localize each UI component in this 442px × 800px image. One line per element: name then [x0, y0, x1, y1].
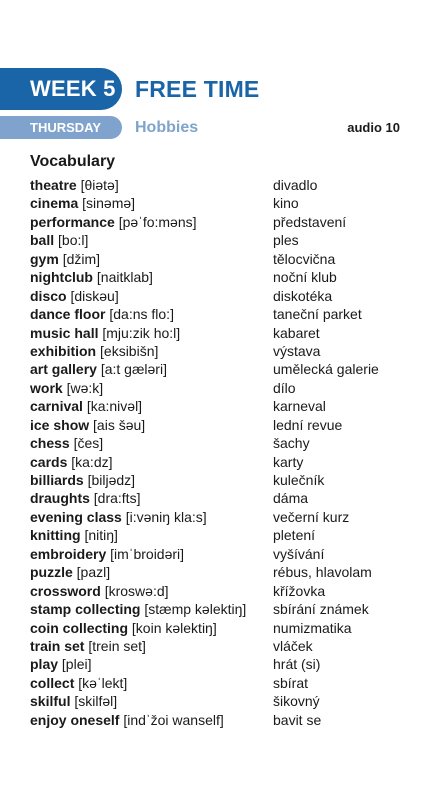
vocab-translation: karneval — [273, 398, 326, 415]
vocab-pronunciation: [sinəmə] — [82, 195, 136, 212]
vocab-term: chess — [30, 435, 70, 452]
vocab-translation: rébus, hlavolam — [273, 564, 372, 581]
vocab-term: music hall — [30, 324, 99, 341]
vocab-translation: sbírání známek — [273, 601, 369, 618]
vocab-pronunciation: [pəˈfo:məns] — [118, 213, 197, 230]
vocab-term: knitting — [30, 527, 81, 544]
vocab-term: crossword — [30, 582, 101, 599]
vocab-term: play — [30, 656, 59, 673]
vocab-pronunciation: [džim] — [62, 250, 101, 267]
vocab-row — [30, 342, 430, 360]
vocab-translation: výstava — [273, 342, 321, 359]
vocab-translation: diskotéka — [273, 287, 333, 304]
vocab-row — [30, 526, 430, 544]
vocab-translation: karty — [273, 453, 304, 470]
vocab-translation: numizmatika — [273, 619, 352, 636]
vocab-row — [30, 324, 430, 342]
vocab-translation: taneční parket — [273, 306, 362, 323]
vocab-row — [30, 231, 430, 249]
vocab-translation: ples — [273, 232, 299, 249]
vocab-row — [30, 619, 430, 637]
vocab-translation: sbírat — [273, 674, 309, 691]
vocab-translation: tělocvična — [273, 250, 336, 267]
vocab-row — [30, 213, 430, 231]
vocab-pronunciation: [čes] — [73, 435, 104, 452]
vocab-pronunciation: [a:t gæləri] — [100, 361, 167, 378]
vocab-translation: hrát (si) — [273, 656, 321, 673]
vocab-translation: divadlo — [273, 177, 318, 193]
vocab-translation: večerní kurz — [273, 508, 350, 525]
vocab-term: skilful — [30, 693, 71, 710]
vocab-row — [30, 416, 430, 434]
vocab-row — [30, 655, 430, 673]
vocab-row — [30, 268, 430, 286]
topic-title: FREE TIME — [135, 76, 260, 102]
vocab-pronunciation: [stæmp kəlektiŋ] — [144, 601, 247, 618]
vocab-term: train set — [30, 637, 85, 654]
vocab-translation: kabaret — [273, 324, 320, 341]
vocab-pronunciation: [koin kəlektiŋ] — [131, 619, 217, 636]
vocab-term: coin collecting — [30, 619, 129, 636]
vocab-translation: pletení — [273, 527, 316, 544]
vocab-pronunciation: [θiətə] — [80, 177, 119, 193]
vocab-row — [30, 545, 430, 563]
vocab-translation: vláček — [273, 637, 313, 654]
subtopic-title: Hobbies — [135, 119, 199, 136]
vocab-term: ball — [30, 232, 55, 249]
vocab-row — [30, 194, 430, 212]
vocab-row — [30, 305, 430, 323]
vocab-pronunciation: [da:ns flo:] — [109, 306, 174, 323]
vocab-row — [30, 397, 430, 415]
vocab-pronunciation: [ka:nivəl] — [86, 398, 143, 415]
vocab-pronunciation: [bo:l] — [58, 232, 89, 249]
vocab-row — [30, 471, 430, 489]
vocab-row — [30, 674, 430, 692]
vocab-pronunciation: [i:vəniŋ kla:s] — [125, 508, 207, 525]
vocab-pronunciation: [skilfəl] — [74, 693, 118, 710]
vocab-pronunciation: [plei] — [61, 656, 92, 673]
vocab-row — [30, 360, 430, 378]
vocab-term: cards — [30, 453, 68, 470]
vocab-row — [30, 692, 430, 710]
vocab-pronunciation: [diskəu] — [70, 287, 119, 304]
vocab-pronunciation: [eksibišn] — [100, 342, 159, 359]
vocab-term: dance floor — [30, 306, 106, 323]
vocab-translation: umělecká galerie — [273, 361, 379, 378]
vocab-row — [30, 637, 430, 655]
vocab-term: evening class — [30, 508, 122, 525]
vocab-translation: křížovka — [273, 582, 326, 599]
vocab-translation: bavit se — [273, 711, 322, 728]
vocab-pronunciation: [biljədz] — [87, 472, 136, 488]
vocab-row — [30, 250, 430, 268]
vocab-row — [30, 508, 430, 526]
vocab-row — [30, 563, 430, 581]
vocab-pronunciation: [kəˈlekt] — [78, 674, 128, 691]
vocab-row — [30, 453, 430, 471]
vocab-row — [30, 379, 430, 397]
vocab-translation: dáma — [273, 490, 309, 507]
vocab-term: disco — [30, 287, 67, 304]
vocab-pronunciation: [indˈžoi wanself] — [123, 711, 224, 728]
vocab-term: art gallery — [30, 361, 97, 378]
vocab-pronunciation: [ka:dz] — [71, 453, 113, 470]
vocab-pronunciation: [pazl] — [76, 564, 111, 581]
vocab-row — [30, 176, 430, 194]
vocab-term: puzzle — [30, 564, 73, 581]
vocab-term: billiards — [30, 472, 84, 488]
vocab-term: embroidery — [30, 545, 107, 562]
vocab-term: carnival — [30, 398, 83, 415]
vocab-pronunciation: [kroswə:d] — [104, 582, 169, 599]
vocab-pronunciation: [mju:zik ho:l] — [102, 324, 181, 341]
vocab-translation: kulečník — [273, 472, 325, 488]
vocab-row — [30, 434, 430, 452]
vocab-term: theatre — [30, 177, 77, 193]
vocab-term: nightclub — [30, 269, 93, 286]
vocab-translation: šachy — [273, 435, 310, 452]
vocab-translation: lední revue — [273, 416, 343, 433]
day-badge: THURSDAY — [0, 116, 122, 139]
vocab-term: draughts — [30, 490, 90, 507]
vocabulary-list — [30, 176, 430, 729]
vocab-pronunciation: [wə:k] — [66, 379, 104, 396]
vocab-pronunciation: [naitklab] — [96, 269, 153, 286]
vocab-term: stamp collecting — [30, 601, 141, 618]
vocab-translation: noční klub — [273, 269, 337, 286]
vocab-pronunciation: [nitiŋ] — [84, 527, 118, 544]
vocab-translation: šikovný — [273, 693, 320, 710]
vocab-term: performance — [30, 213, 115, 230]
vocab-term: collect — [30, 674, 75, 691]
vocab-term: work — [30, 379, 63, 396]
vocab-translation: kino — [273, 195, 299, 212]
vocab-term: gym — [30, 250, 59, 267]
vocab-row — [30, 582, 430, 600]
vocab-translation: dílo — [273, 379, 296, 396]
vocab-pronunciation: [dra:fts] — [93, 490, 141, 507]
vocab-row — [30, 489, 430, 507]
section-title: Vocabulary — [30, 153, 116, 170]
vocab-term: ice show — [30, 416, 90, 433]
week-badge: WEEK 5 — [0, 68, 122, 110]
vocab-term: cinema — [30, 195, 79, 212]
vocab-row — [30, 287, 430, 305]
vocab-pronunciation: [imˈbroidəri] — [110, 545, 185, 562]
vocab-pronunciation: [trein set] — [88, 637, 146, 654]
vocab-term: exhibition — [30, 342, 97, 359]
vocab-pronunciation: [ais šəu] — [93, 416, 146, 433]
vocab-translation: představení — [273, 213, 347, 230]
vocab-row — [30, 711, 430, 729]
audio-track-label: audio 10 — [347, 120, 400, 135]
vocab-row — [30, 600, 430, 618]
vocab-translation: vyšívání — [273, 545, 325, 562]
vocab-term: enjoy oneself — [30, 711, 120, 728]
